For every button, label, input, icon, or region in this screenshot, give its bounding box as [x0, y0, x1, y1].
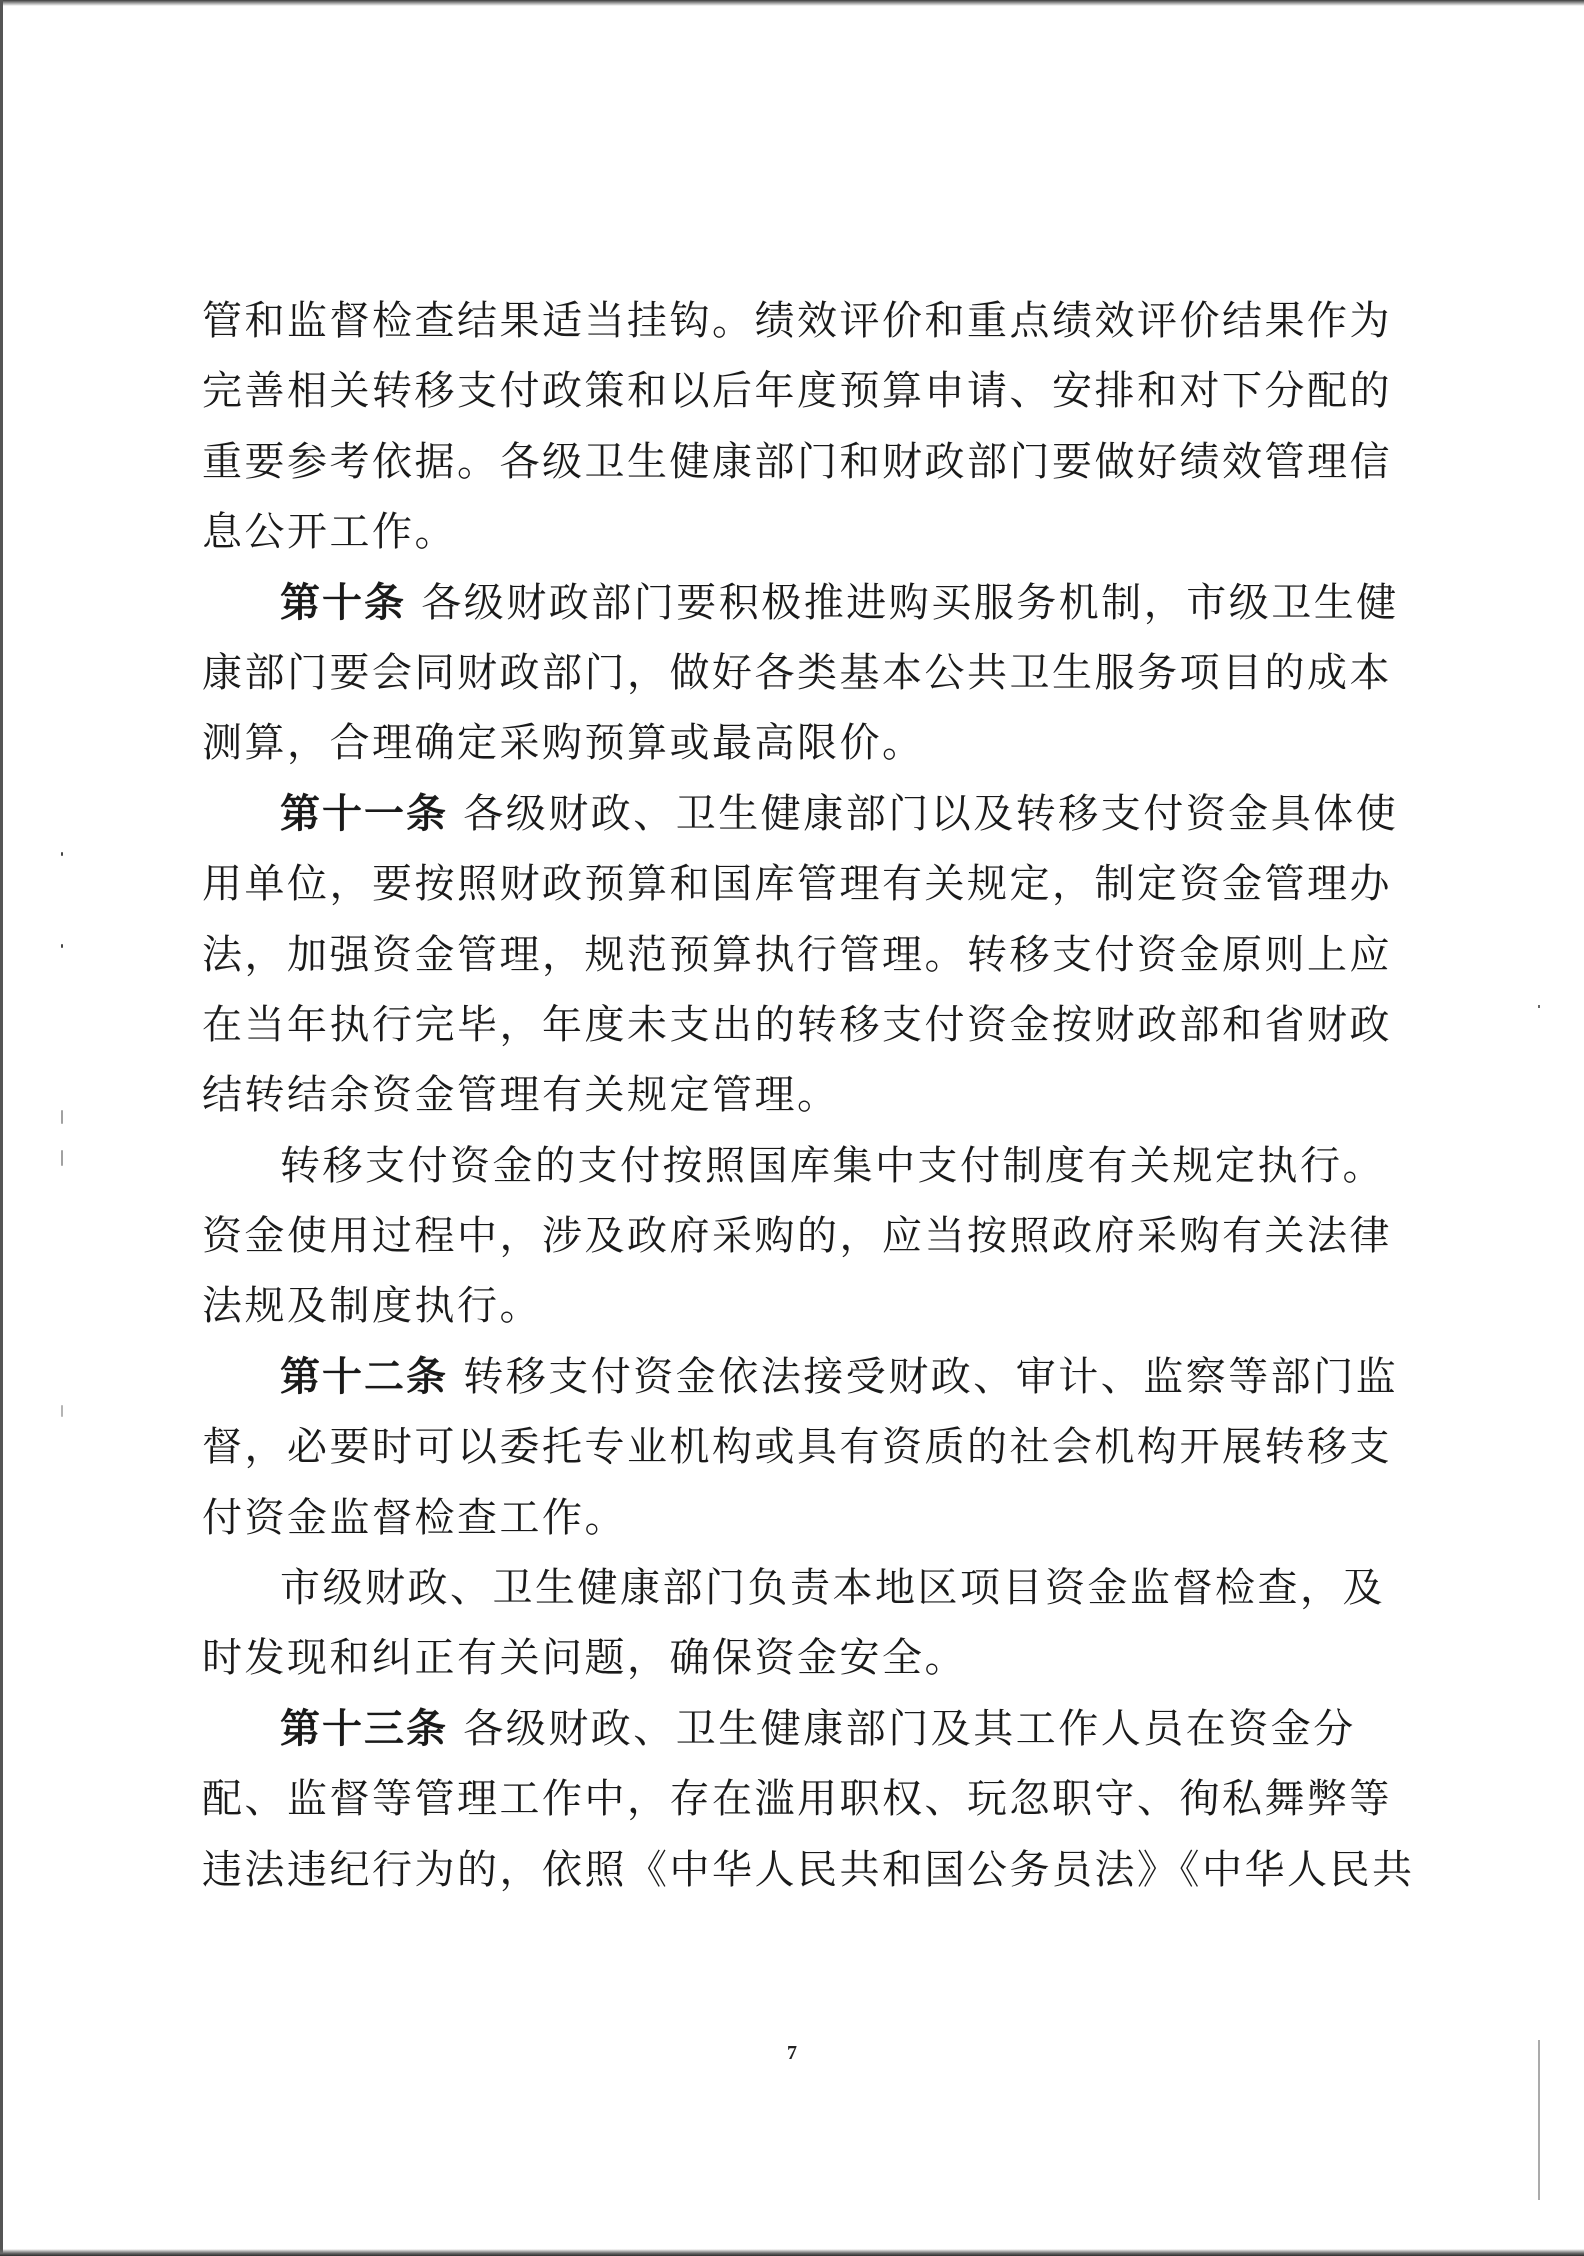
scan-edge-left [0, 0, 3, 2256]
line-text: 息公开工作。 [202, 509, 457, 556]
article-heading: 第十二条 [280, 1353, 448, 1400]
text-line [202, 708, 1362, 778]
text-line [202, 1835, 1415, 1905]
text-line [202, 1623, 1362, 1693]
line-text: 在当年执行完毕，年度未支出的转移支付资金按财政部和省财政 [202, 1001, 1392, 1048]
line-text: 各级财政、卫生健康部门以及转移支付资金具体使 [448, 790, 1399, 837]
text-line [202, 1131, 1385, 1201]
text-line [202, 1201, 1392, 1271]
article-heading: 第十三条 [280, 1705, 448, 1752]
binding-mark [61, 944, 63, 948]
text-line [202, 920, 1392, 990]
document-body [202, 286, 1415, 1905]
line-text: 时发现和纠正有关问题，确保资金安全。 [202, 1635, 967, 1682]
article-heading: 第十一条 [280, 790, 448, 837]
line-text: 配、监督等管理工作中，存在滥用职权、玩忽职守、徇私舞弊等 [202, 1776, 1392, 1823]
line-text: 测算，合理确定采购预算或最高限价。 [202, 720, 925, 767]
line-text: 重要参考依据。各级卫生健康部门和财政部门要做好绩效管理信 [202, 438, 1392, 485]
line-text: 转移支付资金的支付按照国库集中支付制度有关规定执行。 [280, 1142, 1385, 1189]
line-text: 康部门要会同财政部门，做好各类基本公共卫生服务项目的成本 [202, 649, 1392, 696]
text-line [202, 1271, 1362, 1341]
line-text: 各级财政部门要积极推进购买服务机制，市级卫生健 [406, 579, 1399, 626]
text-line [202, 638, 1392, 708]
text-line [202, 990, 1392, 1060]
line-text: 付资金监督检查工作。 [202, 1494, 627, 1541]
text-line [202, 1764, 1392, 1834]
text-line [202, 849, 1392, 919]
binding-mark [61, 1405, 63, 1417]
line-text: 违法违纪行为的，依照《中华人民共和国公务员法》《中华人民共 [202, 1846, 1415, 1893]
text-line [202, 779, 1399, 849]
line-text: 法规及制度执行。 [202, 1283, 542, 1330]
scan-speck [1538, 1005, 1540, 1008]
line-text: 用单位，要按照财政预算和国库管理有关规定，制定资金管理办 [202, 861, 1392, 908]
text-line [202, 286, 1392, 356]
line-text: 法，加强资金管理，规范预算执行管理。转移支付资金原则上应 [202, 931, 1392, 978]
line-text: 转移支付资金依法接受财政、审计、监察等部门监 [448, 1353, 1399, 1400]
text-line [202, 1060, 1362, 1130]
line-text: 市级财政、卫生健康部门负责本地区项目资金监督检查，及 [280, 1565, 1385, 1612]
text-line [202, 356, 1392, 426]
line-text: 完善相关转移支付政策和以后年度预算申请、安排和对下分配的 [202, 368, 1392, 415]
line-text: 管和监督检查结果适当挂钩。绩效评价和重点绩效评价结果作为 [202, 298, 1392, 344]
text-line [202, 1483, 1362, 1553]
binding-mark [61, 852, 63, 856]
binding-mark [61, 1150, 63, 1166]
scan-edge-top [0, 0, 1584, 6]
line-text: 结转结余资金管理有关规定管理。 [202, 1072, 840, 1119]
binding-mark [61, 1110, 63, 1124]
text-line [202, 1694, 1362, 1764]
article-heading: 第十条 [280, 579, 406, 626]
text-line [202, 427, 1392, 497]
line-text: 督，必要时可以委托专业机构或具有资质的社会机构开展转移支 [202, 1424, 1392, 1471]
text-line [202, 568, 1399, 638]
text-line [202, 1553, 1385, 1623]
page-number: 7 [787, 2042, 797, 2064]
line-text: 资金使用过程中，涉及政府采购的，应当按照政府采购有关法律 [202, 1213, 1392, 1260]
scan-edge-bottom [0, 2249, 1584, 2256]
line-text: 各级财政、卫生健康部门及其工作人员在资金分 [448, 1705, 1356, 1752]
text-line [202, 497, 1362, 567]
text-line [202, 1412, 1392, 1482]
text-line [202, 1342, 1399, 1412]
